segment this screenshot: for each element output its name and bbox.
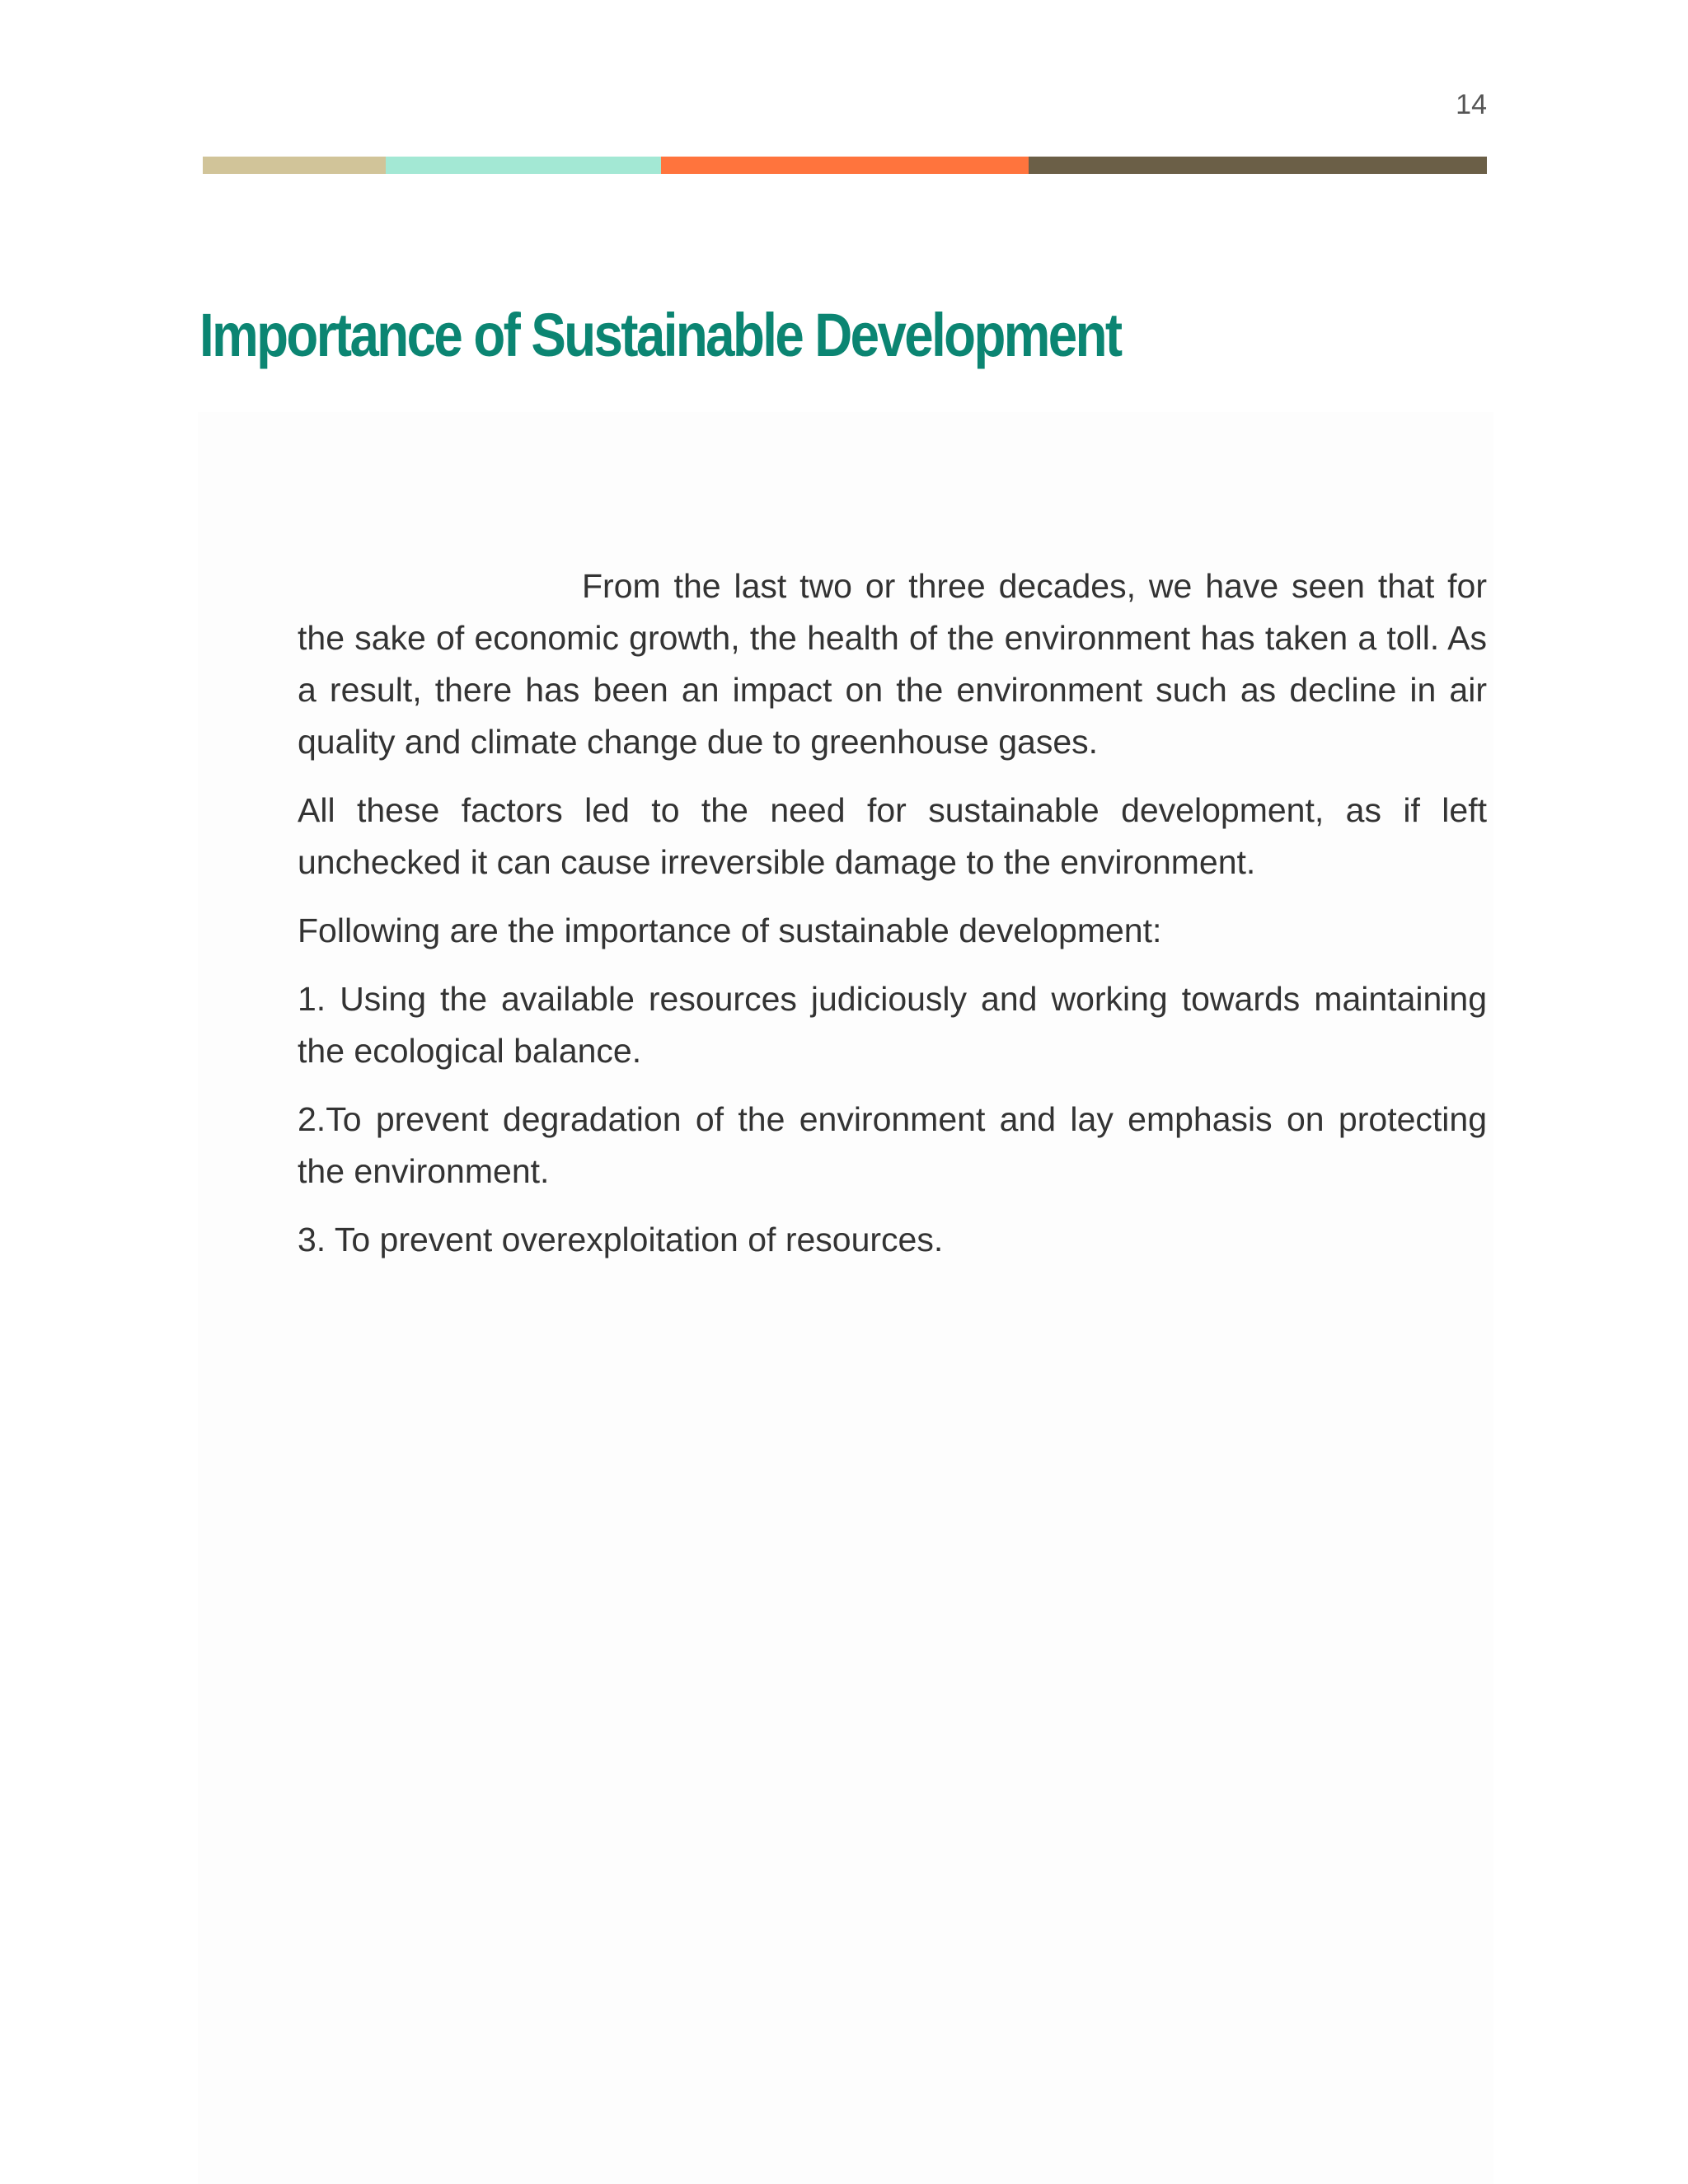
list-item-1: 1. Using the available resources judiciously and working towards maintaining the ecological balance. bbox=[298, 980, 1487, 1070]
list-item-3: 3. To prevent overexploitation of resources. bbox=[298, 1221, 944, 1258]
color-bar-segment-4 bbox=[1029, 157, 1487, 174]
color-bar-segment-1 bbox=[203, 157, 386, 174]
color-bar-segment-2 bbox=[386, 157, 661, 174]
header-color-bar bbox=[203, 157, 1487, 174]
body-text bbox=[298, 560, 1487, 1282]
list-intro-paragraph: Following are the importance of sustainable development: bbox=[298, 912, 1162, 949]
intro-paragraph: From the last two or three decades, we have seen that for the sake of economic growth, the health of the environment has taken a toll. As a result, there has been an impact on the environment such as decline in air quality and climate change due to greenhouse gases. bbox=[298, 567, 1487, 761]
page-number: 14 bbox=[1456, 89, 1487, 120]
color-bar-segment-3 bbox=[661, 157, 1029, 174]
need-paragraph: All these factors led to the need for sustainable development, as if left unchecked it can cause irreversible damage to the environment. bbox=[298, 791, 1487, 881]
list-item-2: 2.To prevent degradation of the environment and lay emphasis on protecting the environment. bbox=[298, 1100, 1487, 1190]
page-title: Importance of Sustainable Development bbox=[199, 301, 1121, 369]
